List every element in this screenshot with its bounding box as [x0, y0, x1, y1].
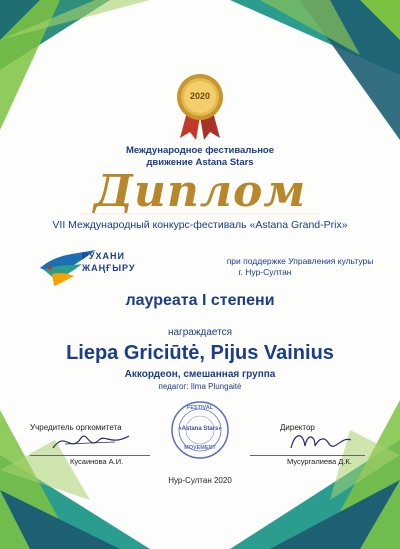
teacher: педагог: Ilma Plungaitė [158, 382, 242, 391]
award-level: лауреата I степени [125, 292, 275, 309]
left-signature-line [30, 455, 150, 456]
medal-icon [170, 72, 230, 142]
organizer-line-2: движение Astana Stars [146, 157, 254, 168]
recipient-name: Liepa Griciūtė, Pijus Vainius [66, 342, 334, 364]
left-signer-role: Учредитель оргкомитета [30, 423, 122, 432]
logo-line-1: РУХАНИ [82, 251, 125, 261]
right-signature-line [250, 455, 365, 456]
contest-name: VII Международный конкурс-фестиваль «Astana Grand-Prix» [52, 219, 348, 231]
category: Аккордеон, смешанная группа [124, 369, 276, 380]
left-signer-name: Кусаинова А.И. [70, 457, 124, 466]
organizer-line-1: Международное фестивальное [125, 145, 275, 156]
footer-city-year: Нур-Султан 2020 [168, 476, 232, 485]
left-signature [45, 426, 135, 456]
diploma-title: Диплом [93, 166, 307, 217]
logo-line-2: ЖАҢҒЫРУ [82, 263, 136, 273]
support-line-2: г. Нур-Султан [238, 267, 292, 277]
stamp-center-text: «Astana Stars» [178, 426, 222, 432]
stamp-top-text: FESTIVAL [186, 405, 214, 411]
support-line-1: при поддержке Управления культуры [226, 256, 374, 266]
awarded-label: награждается [167, 327, 233, 338]
right-signature [285, 428, 355, 456]
medal-year: 2020 [189, 91, 211, 101]
right-signer-name: Мусургалиева Д.К. [287, 457, 352, 466]
right-signer-role: Директор [280, 423, 315, 432]
stamp-bottom-text: MOVEMENT [184, 445, 216, 451]
